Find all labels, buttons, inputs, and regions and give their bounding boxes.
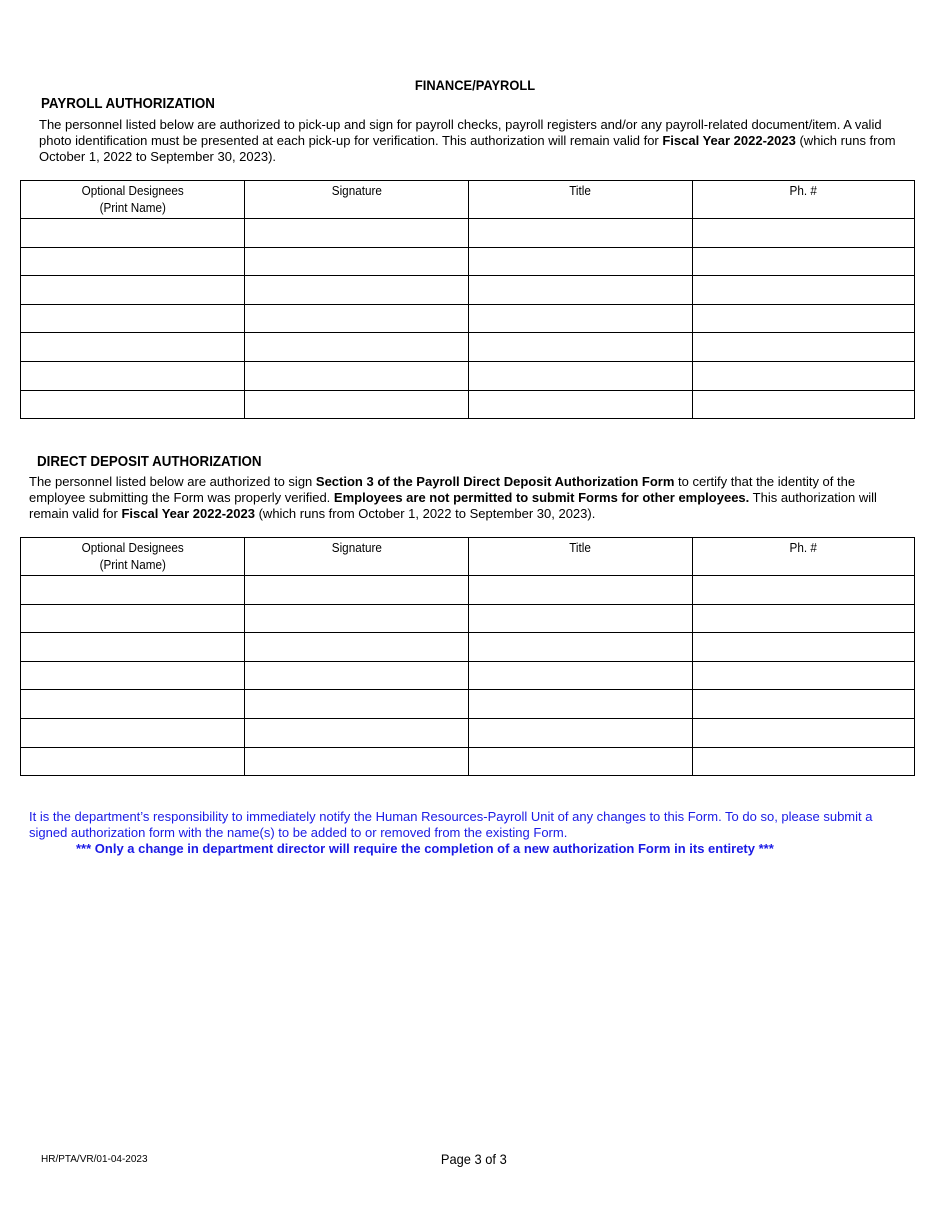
title-cell[interactable] [469,304,693,333]
signature-cell[interactable] [245,690,469,719]
column-header-signature: Signature [245,181,469,219]
dd-text-part-4: (which runs from October 1, 2022 to September 30, 2023). [254,506,596,521]
phone-cell[interactable] [693,576,915,605]
table-row [21,276,915,305]
payroll-authorization-text [39,117,914,165]
dd-text-part-1: The personnel listed below are authorized to sign [29,474,316,489]
column-header-phone: Ph. # [693,538,915,576]
phone-cell[interactable] [693,604,915,633]
signature-cell[interactable] [245,247,469,276]
table-header-row [21,181,915,219]
table-row [21,247,915,276]
page-number: Page 3 of 3 [440,1151,507,1167]
payroll-text-part-1: The personnel listed below are authorized to pick-up and sign for payroll checks, payroll registers and/or any payroll-related document/item. A valid photo identification must be presented at each pick-up for verification. This authorization will remain valid for [39,117,882,148]
signature-cell[interactable] [245,604,469,633]
designee-name-cell[interactable] [21,604,245,633]
title-cell[interactable] [469,361,693,390]
table-row [21,333,915,362]
designee-name-cell[interactable] [21,304,245,333]
change-notice-emphasis: *** Only a change in department director will require the completion of a new authorization Form in its entirety *** [76,841,774,856]
signature-cell[interactable] [245,633,469,662]
signature-cell[interactable] [245,747,469,776]
phone-cell[interactable] [693,304,915,333]
column-header-designees: Optional Designees (Print Name) [21,538,245,576]
column-header-designees: Optional Designees (Print Name) [21,181,245,219]
phone-cell[interactable] [693,361,915,390]
title-cell[interactable] [469,690,693,719]
dd-fiscal-year: Fiscal Year 2022-2023 [121,506,255,521]
designee-name-cell[interactable] [21,361,245,390]
phone-cell[interactable] [693,333,915,362]
signature-cell[interactable] [245,333,469,362]
title-cell[interactable] [469,276,693,305]
payroll-fiscal-year: Fiscal Year 2022-2023 [662,133,796,148]
title-cell[interactable] [469,661,693,690]
phone-cell[interactable] [693,247,915,276]
dd-text-part-3: This authorization will remain valid for [29,490,877,521]
table-row [21,690,915,719]
designee-name-cell[interactable] [21,219,245,248]
signature-cell[interactable] [245,219,469,248]
designee-name-cell[interactable] [21,633,245,662]
designee-name-cell[interactable] [21,276,245,305]
change-notice-text: It is the department’s responsibility to immediately notify the Human Resources-Payroll Unit of any changes to this Form. To do so, please submit a signed authorization form with the name(s) to be added to or removed from the existing Form. [29,809,873,840]
phone-cell[interactable] [693,219,915,248]
payroll-text-part-2: (which runs from October 1, 2022 to September 30, 2023). [39,133,896,164]
table-row [21,718,915,747]
payroll-authorization-title: PAYROLL AUTHORIZATION [41,96,215,112]
form-code: HR/PTA/VR/01-04-2023 [41,1154,148,1165]
dd-restriction: Employees are not permitted to submit Forms for other employees. [333,490,750,505]
table-row [21,219,915,248]
dd-form-section: Section 3 of the Payroll Direct Deposit Authorization Form [315,474,675,489]
signature-cell[interactable] [245,276,469,305]
designee-name-cell[interactable] [21,747,245,776]
phone-cell[interactable] [693,633,915,662]
title-cell[interactable] [469,718,693,747]
title-cell[interactable] [469,390,693,419]
table-row [21,390,915,419]
column-header-title: Title [469,538,693,576]
designee-name-cell[interactable] [21,247,245,276]
table-row [21,361,915,390]
signature-cell[interactable] [245,390,469,419]
table-header-row [21,538,915,576]
page-title: FINANCE/PAYROLL [414,77,536,93]
phone-cell[interactable] [693,661,915,690]
column-header-title: Title [469,181,693,219]
column-header-signature: Signature [245,538,469,576]
signature-cell[interactable] [245,661,469,690]
title-cell[interactable] [469,219,693,248]
phone-cell[interactable] [693,390,915,419]
title-cell[interactable] [469,604,693,633]
table-row [21,747,915,776]
direct-deposit-authorization-title: DIRECT DEPOSIT AUTHORIZATION [37,454,262,470]
dd-text-part-2: to certify that the identity of the employee submitting the Form was properly verified. [29,474,856,505]
signature-cell[interactable] [245,361,469,390]
designee-name-cell[interactable] [21,718,245,747]
title-cell[interactable] [469,633,693,662]
table-row [21,604,915,633]
phone-cell[interactable] [693,718,915,747]
phone-cell[interactable] [693,276,915,305]
designee-name-cell[interactable] [21,690,245,719]
table-row [21,576,915,605]
phone-cell[interactable] [693,690,915,719]
column-header-phone: Ph. # [693,181,915,219]
table-row [21,633,915,662]
title-cell[interactable] [469,247,693,276]
title-cell[interactable] [469,576,693,605]
designee-name-cell[interactable] [21,576,245,605]
payroll-designees-table [20,180,915,419]
phone-cell[interactable] [693,747,915,776]
direct-deposit-authorization-text [29,474,914,522]
table-row [21,304,915,333]
designee-name-cell[interactable] [21,390,245,419]
title-cell[interactable] [469,333,693,362]
signature-cell[interactable] [245,576,469,605]
title-cell[interactable] [469,747,693,776]
designee-name-cell[interactable] [21,661,245,690]
table-row [21,661,915,690]
signature-cell[interactable] [245,304,469,333]
signature-cell[interactable] [245,718,469,747]
direct-deposit-designees-table [20,537,915,776]
designee-name-cell[interactable] [21,333,245,362]
